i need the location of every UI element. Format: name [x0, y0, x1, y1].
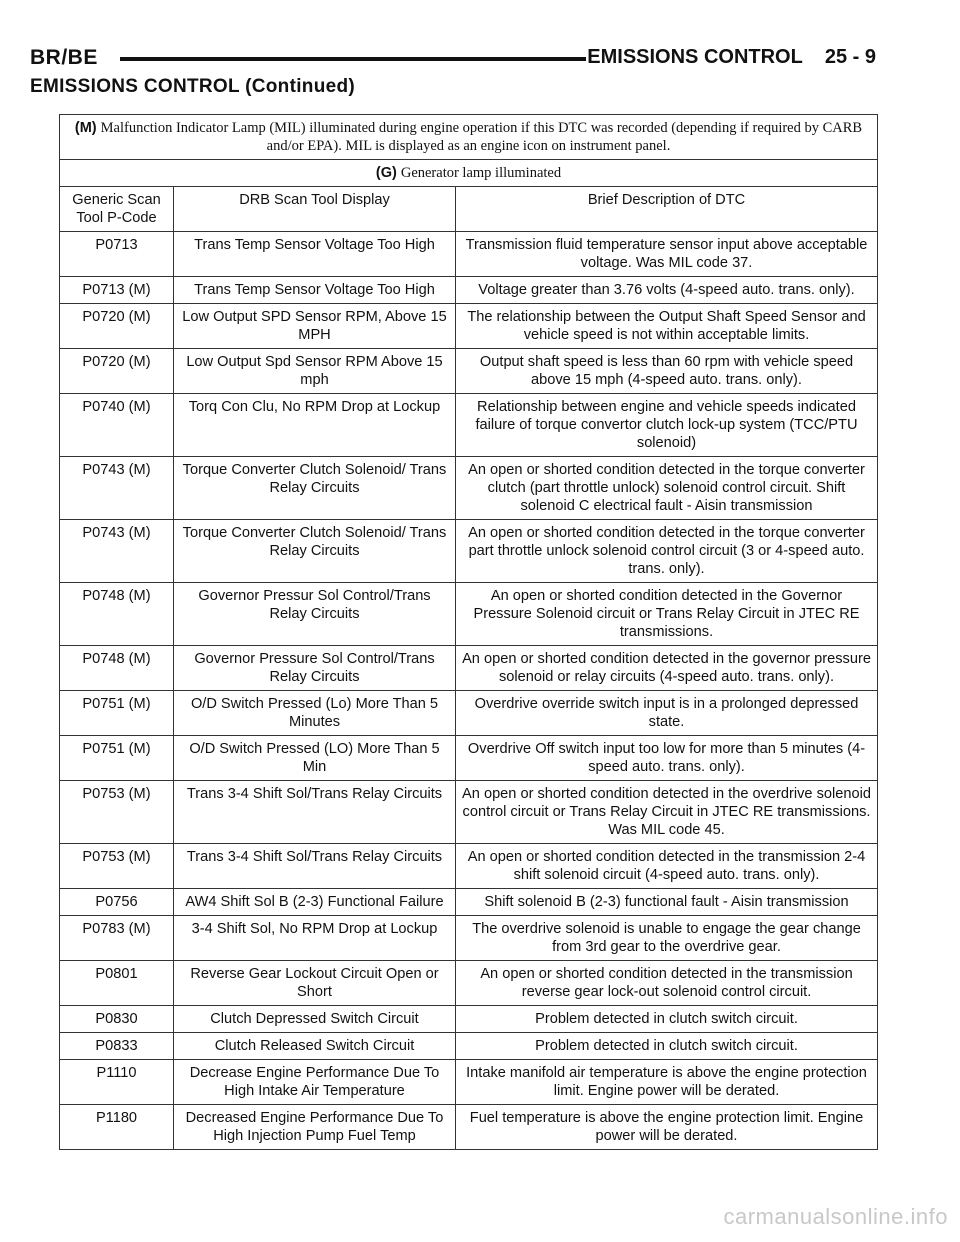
watermark: carmanualsonline.info	[723, 1204, 948, 1229]
drb-display-cell: Decrease Engine Performance Due To High Intake Air Temperature	[174, 1060, 456, 1105]
note-g-tag: (G)	[375, 165, 397, 181]
page-header	[30, 46, 876, 74]
column-header-code: Generic Scan Tool P-Code	[60, 187, 174, 232]
drb-display-cell: Trans 3-4 Shift Sol/Trans Relay Circuits	[174, 844, 456, 889]
description-cell: Relationship between engine and vehicle speeds indicated failure of torque convertor clutch lock-up system (TCC/PTU solenoid)	[456, 394, 878, 457]
description-cell: Output shaft speed is less than 60 rpm with vehicle speed above 15 mph (4-speed auto. trans. only).	[456, 349, 878, 394]
table-row	[60, 232, 878, 277]
drb-display-cell: O/D Switch Pressed (LO) More Than 5 Min	[174, 736, 456, 781]
description-cell: An open or shorted condition detected in the torque converter part throttle unlock solenoid control circuit (3 or 4-speed auto. trans. only).	[456, 520, 878, 583]
drb-display-cell: Clutch Depressed Switch Circuit	[174, 1006, 456, 1033]
description-cell: Overdrive Off switch input too low for more than 5 minutes (4-speed auto. trans. only).	[456, 736, 878, 781]
header-section-title: EMISSIONS CONTROL	[587, 46, 803, 68]
dtc-code-cell: P0720 (M)	[60, 349, 174, 394]
description-cell: An open or shorted condition detected in the overdrive solenoid control circuit or Trans Relay Circuit in JTEC RE transmissions. Was MIL code 45.	[456, 781, 878, 844]
drb-display-cell: Decreased Engine Performance Due To High Injection Pump Fuel Temp	[174, 1105, 456, 1150]
drb-display-cell: O/D Switch Pressed (Lo) More Than 5 Minutes	[174, 691, 456, 736]
dtc-code-cell: P0748 (M)	[60, 583, 174, 646]
drb-display-cell: Governor Pressur Sol Control/Trans Relay Circuits	[174, 583, 456, 646]
header-rule	[120, 57, 586, 61]
dtc-code-cell: P0743 (M)	[60, 457, 174, 520]
description-cell: An open or shorted condition detected in the transmission 2-4 shift solenoid circuit (4-speed auto. trans. only).	[456, 844, 878, 889]
note-row-m	[60, 115, 878, 160]
table-row	[60, 1105, 878, 1150]
table-row	[60, 691, 878, 736]
drb-display-cell: Governor Pressure Sol Control/Trans Relay Circuits	[174, 646, 456, 691]
dtc-code-cell: P0753 (M)	[60, 781, 174, 844]
drb-display-cell: Trans Temp Sensor Voltage Too High	[174, 277, 456, 304]
table-row	[60, 394, 878, 457]
dtc-code-cell: P0713 (M)	[60, 277, 174, 304]
dtc-code-cell: P0830	[60, 1006, 174, 1033]
drb-display-cell: Torque Converter Clutch Solenoid/ Trans Relay Circuits	[174, 457, 456, 520]
description-cell: Fuel temperature is above the engine protection limit. Engine power will be derated.	[456, 1105, 878, 1150]
note-m-text: Malfunction Indicator Lamp (MIL) illuminated during engine operation if this DTC was recorded (depending if required by CARB and/or EPA). MIL is displayed as an engine icon on instrument panel.	[100, 120, 863, 154]
description-cell: Problem detected in clutch switch circuit.	[456, 1006, 878, 1033]
description-cell: An open or shorted condition detected in the governor pressure solenoid or relay circuits (4-speed auto. trans. only).	[456, 646, 878, 691]
table-row	[60, 844, 878, 889]
drb-display-cell: Trans Temp Sensor Voltage Too High	[174, 232, 456, 277]
dtc-code-cell: P0783 (M)	[60, 916, 174, 961]
table-row	[60, 1033, 878, 1060]
description-cell: Problem detected in clutch switch circuit.	[456, 1033, 878, 1060]
table-row	[60, 781, 878, 844]
dtc-code-cell: P0751 (M)	[60, 736, 174, 781]
table-row	[60, 583, 878, 646]
table-row	[60, 520, 878, 583]
column-header-description: Brief Description of DTC	[456, 187, 878, 232]
drb-display-cell: Torq Con Clu, No RPM Drop at Lockup	[174, 394, 456, 457]
description-cell: Voltage greater than 3.76 volts (4-speed auto. trans. only).	[456, 277, 878, 304]
description-cell: Intake manifold air temperature is above the engine protection limit. Engine power will be derated.	[456, 1060, 878, 1105]
description-cell: The relationship between the Output Shaft Speed Sensor and vehicle speed is not within acceptable limits.	[456, 304, 878, 349]
description-cell: The overdrive solenoid is unable to engage the gear change from 3rd gear to the overdrive gear.	[456, 916, 878, 961]
dtc-code-cell: P0740 (M)	[60, 394, 174, 457]
description-cell: An open or shorted condition detected in the torque converter clutch (part throttle unlock) solenoid control circuit. Shift solenoid C electrical fault - Aisin transmission	[456, 457, 878, 520]
table-row	[60, 349, 878, 394]
description-cell: Transmission fluid temperature sensor input above acceptable voltage. Was MIL code 37.	[456, 232, 878, 277]
dtc-code-cell: P0833	[60, 1033, 174, 1060]
note-m-tag: (M)	[74, 120, 97, 136]
drb-display-cell: Low Output SPD Sensor RPM, Above 15 MPH	[174, 304, 456, 349]
column-header-row	[60, 187, 878, 232]
drb-display-cell: AW4 Shift Sol B (2-3) Functional Failure	[174, 889, 456, 916]
dtc-code-cell: P0743 (M)	[60, 520, 174, 583]
table-row	[60, 889, 878, 916]
dtc-code-cell: P0801	[60, 961, 174, 1006]
table-row	[60, 304, 878, 349]
dtc-table	[59, 114, 878, 1150]
dtc-code-cell: P0751 (M)	[60, 691, 174, 736]
dtc-code-cell: P0748 (M)	[60, 646, 174, 691]
table-row	[60, 1060, 878, 1105]
drb-display-cell: 3-4 Shift Sol, No RPM Drop at Lockup	[174, 916, 456, 961]
table-row	[60, 916, 878, 961]
table-row	[60, 961, 878, 1006]
note-row-g	[60, 160, 878, 187]
dtc-code-cell: P1180	[60, 1105, 174, 1150]
note-g-text: Generator lamp illuminated	[400, 165, 562, 181]
header-section	[587, 46, 876, 69]
note-g	[60, 160, 878, 187]
page-number: 25 - 9	[824, 46, 876, 68]
note-m	[60, 115, 878, 160]
table-row	[60, 457, 878, 520]
dtc-code-cell: P0720 (M)	[60, 304, 174, 349]
drb-display-cell: Trans 3-4 Shift Sol/Trans Relay Circuits	[174, 781, 456, 844]
description-cell: An open or shorted condition detected in the transmission reverse gear lock-out solenoid control circuit.	[456, 961, 878, 1006]
dtc-code-cell: P0753 (M)	[60, 844, 174, 889]
description-cell: An open or shorted condition detected in the Governor Pressure Solenoid circuit or Trans Relay Circuit in JTEC RE transmissions.	[456, 583, 878, 646]
description-cell: Overdrive override switch input is in a prolonged depressed state.	[456, 691, 878, 736]
drb-display-cell: Clutch Released Switch Circuit	[174, 1033, 456, 1060]
table-row	[60, 736, 878, 781]
drb-display-cell: Low Output Spd Sensor RPM Above 15 mph	[174, 349, 456, 394]
section-title: EMISSIONS CONTROL (Continued)	[30, 76, 356, 97]
dtc-code-cell: P0756	[60, 889, 174, 916]
model-label: BR/BE	[30, 46, 98, 69]
description-cell: Shift solenoid B (2-3) functional fault - Aisin transmission	[456, 889, 878, 916]
drb-display-cell: Reverse Gear Lockout Circuit Open or Short	[174, 961, 456, 1006]
column-header-display: DRB Scan Tool Display	[174, 187, 456, 232]
table-row	[60, 646, 878, 691]
drb-display-cell: Torque Converter Clutch Solenoid/ Trans Relay Circuits	[174, 520, 456, 583]
dtc-code-cell: P0713	[60, 232, 174, 277]
dtc-code-cell: P1110	[60, 1060, 174, 1105]
table-row	[60, 1006, 878, 1033]
table-row	[60, 277, 878, 304]
